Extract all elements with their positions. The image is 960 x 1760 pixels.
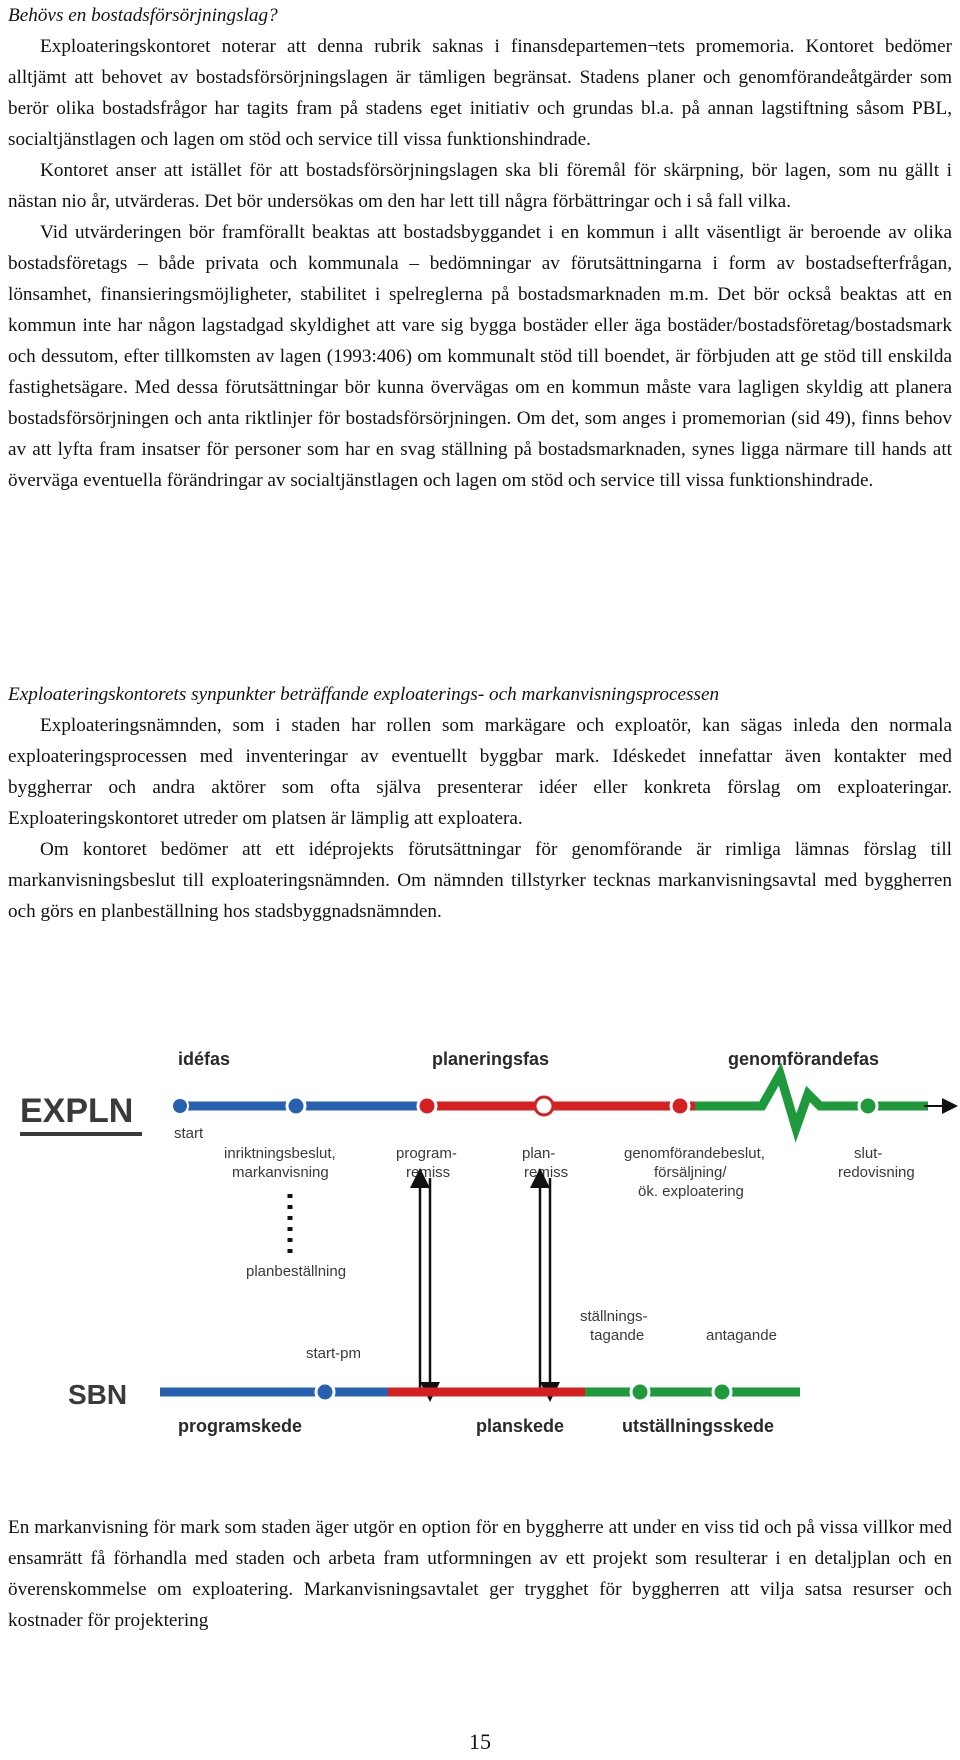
label-startpm: start-pm	[306, 1345, 362, 1362]
paragraph: Exploateringskontoret noterar att denna rubrik saknas i finansdepartemen¬tets promemoria. Kontoret bedömer alltjämt att behovet av bostadsförsörjningslagen är tämligen begränsat. Stadens planer och genomförandeåtgärder som berör olika bostadsfrågor har tagits fram på stadens eget initiativ och grundas bl.a. på annan lagstiftning såsom PBL, socialtjänstlagen och lagen om stöd och service till vissa funktionshindrade.	[8, 36, 952, 150]
section-bostadsforsorjning	[8, 0, 952, 496]
paragraph: Vid utvärderingen bör framförallt beaktas att bostadsbyggandet i en kommun i allt väsentligt är beroende av olika bostadsföretags – både privata och kommunala – bedömningar av förutsättningarna i form av bostadsefterfrågan, lönsamhet, finansieringsmöjligheter, stabilitet i spelreglerna på bostadsmarknaden m.m. Det bör också beaktas att en kommun inte har någon lagstadgad skyldighet att vare sig bygga bostäder eller äga bostäder/bostadsföretag/bostadsmark och dessutom, efter tillkomsten av lagen (1993:406) om kommunalt stöd till boendet, är förbjuden att ge stöd till enskilda fastighetsägare. Med dessa förutsättningar bör kunna övervägas om en kommun måste vara lagligen skyldig att planera bostadsförsörjningen och anta riktlinjer för bostadsförsörjningen. Om det, som anges i promemorian (sid 49), finns behov av att lyfta fram insatser för personer som har en svag ställning på bostadsmarknaden, synes ligga närmare till hands att överväga eventuella förändringar av socialtjänstlagen och lagen om stöd och service till vissa funktionshindrade.	[8, 222, 952, 491]
paragraph: Om kontoret bedömer att ett idéprojekts förutsättningar för genomförande är rimliga lämnas förslag till markanvisningsbeslut till exploateringsnämnden. Om nämnden tillstyrker tecknas markanvisningsavtal med byggherren och görs en planbeställning hos stadsbyggnadsnämnden.	[8, 839, 952, 922]
milestone-startpm	[316, 1383, 334, 1401]
page-number: 15	[469, 1729, 491, 1754]
start-label: start	[174, 1125, 204, 1142]
phase-programskede: programskede	[178, 1416, 303, 1436]
section-markanvisning	[8, 1512, 952, 1636]
phase-idefas: idéfas	[178, 1049, 231, 1069]
label-programremiss: program- remiss	[396, 1145, 457, 1181]
label-antagande: antagande	[706, 1327, 777, 1344]
milestone-stallningstagande	[631, 1383, 649, 1401]
milestone-programremiss	[418, 1097, 436, 1115]
paragraph: Kontoret anser att istället för att bostadsförsörjningslagen ska bli föremål för skärpning, bör lagen, som nu gällt i nästan nio år, utvärderas. Det bör undersökas om den har lett till några förbättringar och i så fall vilka.	[8, 160, 952, 212]
phase-planskede: planskede	[476, 1416, 565, 1436]
section-heading: Exploateringskontorets synpunkter beträffande exploaterings- och markanvisningsprocessen	[8, 684, 720, 705]
label-planremiss: plan- remiss	[522, 1145, 569, 1181]
phase-planeringsfas: planeringsfas	[432, 1049, 550, 1069]
process-diagram	[0, 1046, 960, 1466]
section-heading: Behövs en bostadsförsörjningslag?	[8, 5, 278, 26]
label-inriktningsbeslut: inriktningsbeslut, markanvisning	[224, 1145, 336, 1181]
sbn-label: SBN	[68, 1379, 128, 1410]
milestone-slutredovisning	[859, 1097, 877, 1115]
paragraph: Exploateringsnämnden, som i staden har rollen som markägare och exploatör, kan sägas inleda den normala exploateringsprocessen med inventeringar av eventuellt byggbar mark. Idéskedet innefattar även kontakter med byggherrar och andra aktörer som ofta själva presenterar idéer eller konkreta förslag om exploateringar. Exploateringskontoret utreder om platsen är lämplig att exploatera.	[8, 715, 952, 829]
milestone-inriktningsbeslut	[287, 1097, 305, 1115]
phase-utstallningsskede: utställningsskede	[622, 1416, 775, 1436]
timeline-top-green	[695, 1074, 928, 1128]
phase-genomforandefas: genomförandefas	[728, 1049, 880, 1069]
label-genomforandebeslut: genomförandebeslut, försäljning/ ök. exploatering	[624, 1145, 765, 1200]
label-planbestallning: planbeställning	[246, 1263, 347, 1280]
label-stallningstagande: ställnings- tagande	[580, 1308, 648, 1344]
milestone-start	[172, 1098, 188, 1114]
milestone-planremiss	[535, 1097, 553, 1115]
milestone-antagande	[713, 1383, 731, 1401]
paragraph: En markanvisning för mark som staden äger utgör en option för en byggherre att under en viss tid och på vissa villkor med ensamrätt få förhandla med staden och arbeta fram utformningen av ett projekt som resulterar i en detaljplan och en överenskommelse om exploatering. Markanvisningsavtalet ger trygghet för byggherren att vilja satsa resurser och kostnader för projektering	[8, 1517, 952, 1631]
milestone-genomforandebeslut	[671, 1097, 689, 1115]
expln-label: EXPLN	[20, 1092, 134, 1130]
section-exploateringsprocess	[8, 679, 952, 927]
label-slutredovisning: slut- redovisning	[838, 1145, 915, 1181]
